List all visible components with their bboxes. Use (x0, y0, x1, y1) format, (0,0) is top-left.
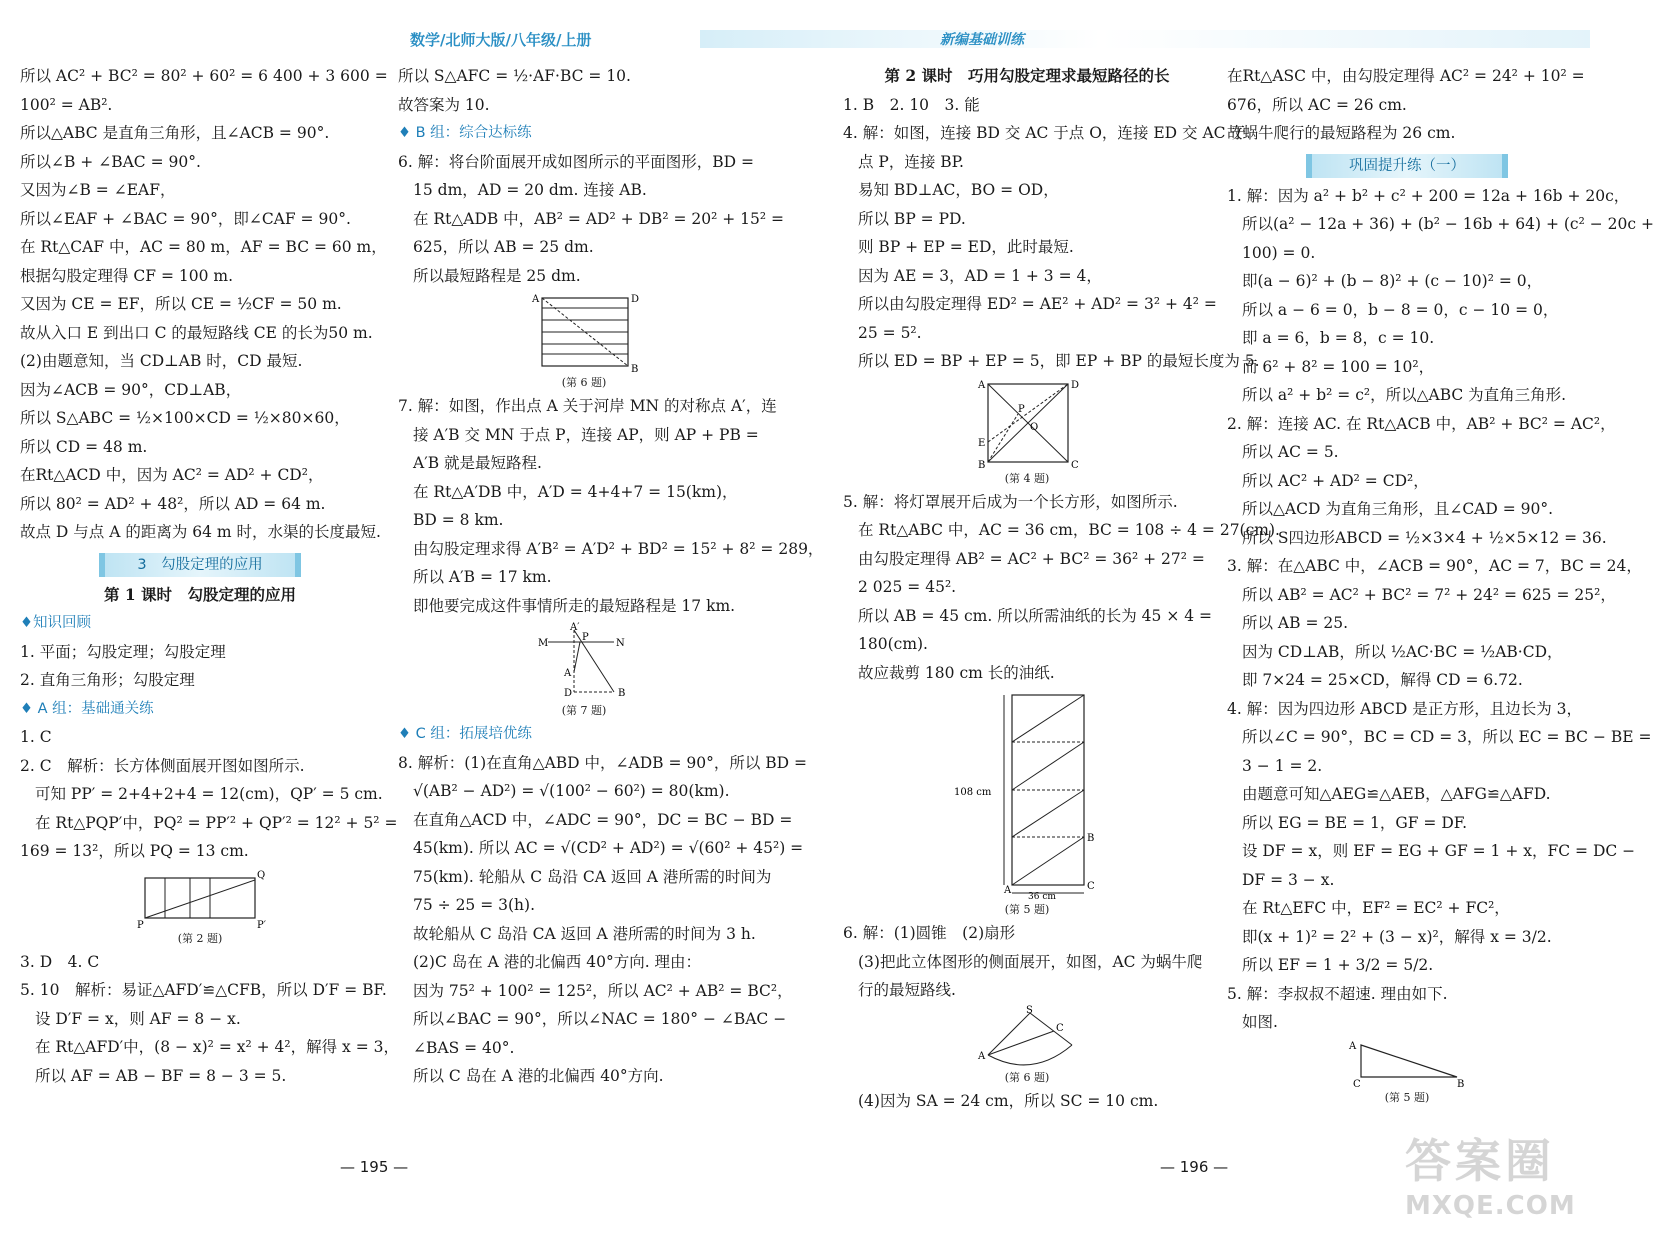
label-d: D (1071, 379, 1080, 391)
figure-6-sector (972, 1004, 1082, 1069)
label-c: C (1087, 881, 1095, 892)
label-n: N (616, 638, 625, 649)
label-p: P (137, 919, 144, 931)
text-line: 则 BP + EP = ED，此时最短. (858, 238, 1074, 256)
text-line: 75(km). 轮船从 C 岛沿 CA 返回 A 港所需的时间为 (413, 867, 772, 886)
text-line: 所以最短路程是 25 dm. (413, 266, 581, 285)
text-line: 所以 BP = PD. (858, 209, 966, 228)
figure-5-lampshade (952, 689, 1102, 901)
text-line: 169 = 13²，所以 PQ = 13 cm. (20, 842, 249, 860)
text-line: 2 025 = 45². (858, 578, 957, 596)
text-line: 15 dm，AD = 20 dm. 连接 AB. (413, 181, 647, 199)
figure-7-river (534, 622, 634, 702)
label-d: D (631, 294, 640, 305)
label-p: P (582, 632, 589, 643)
col1-top (20, 62, 388, 547)
label-b: B (978, 459, 986, 471)
text-line: (2)由题意知，当 CD⊥AB 时，CD 最短. (20, 352, 303, 370)
text-line: 故应裁剪 180 cm 长的油纸. (858, 663, 1055, 682)
text-line: 所以(a² − 12a + 36) + (b² − 16b + 64) + (c² − 20c + (1242, 215, 1654, 233)
text-line: 1. B 2. 10 3. 能 (843, 95, 980, 114)
text-line: 可知 PP′ = 2+4+2+4 = 12(cm)，QP′ = 5 cm. (35, 785, 383, 803)
text-line: 2. 直角三角形；勾股定理 (20, 671, 195, 689)
text-line: 676，所以 AC = 26 cm. (1227, 95, 1407, 114)
text-line: 7. 解：如图，作出点 A 关于河岸 MN 的对称点 A′，连 (398, 397, 777, 415)
text-line: 所以 S四边形ABCD = ½×3×4 + ½×5×12 = 36. (1242, 528, 1607, 547)
text-line: 在 Rt△EFC 中，EF² = EC² + FC²， (1242, 899, 1510, 917)
section-banner: 3 勾股定理的应用 (99, 553, 301, 577)
text-line: 3. D 4. C (20, 952, 100, 971)
lesson-title: 第 1 课时 勾股定理的应用 (103, 584, 297, 604)
text-line: 所以 80² = AD² + 48²，所以 AD = 64 m. (20, 494, 326, 513)
text-line: 在 Rt△PQP′中，PQ² = PP′² + QP′² = 12² + 5² = (35, 813, 398, 832)
watermark-line2: MXQE.COM (1405, 1191, 1576, 1221)
label-a-prime: A′ (570, 622, 580, 633)
text-line: 100² = AB². (20, 95, 113, 114)
text-line: 1. 平面；勾股定理；勾股定理 (20, 642, 226, 661)
text-line: 所以 AF = AB − BF = 8 − 3 = 5. (35, 1066, 287, 1085)
text-line: 625，所以 AB = 25 dm. (413, 238, 594, 256)
text-line: 所以 ED = BP + EP = 5，即 EP + BP 的最短长度为 5. (858, 352, 1260, 370)
text-line: 2. 解：连接 AC. 在 Rt△ACB 中，AB² + BC² = AC²， (1227, 414, 1616, 433)
label-d: D (564, 688, 573, 699)
label-a: A (1349, 1040, 1357, 1052)
text-line: 所以 AB = 45 cm. 所以所需油纸的长为 45 × 4 = (858, 606, 1213, 625)
text-line: 即(x + 1)² = 2² + (3 − x)²，解得 x = 3/2. (1242, 927, 1552, 946)
column-4 (1227, 62, 1654, 1107)
label-b: B (618, 688, 626, 699)
text-line: 所以△ABC 是直角三角形，且∠ACB = 90°. (20, 124, 330, 142)
text-line: 75 ÷ 25 = 3(h). (413, 896, 535, 914)
text-line: 所以∠EAF + ∠BAC = 90°，即∠CAF = 90°. (20, 209, 351, 228)
text-line: 故从入口 E 到出口 C 的最短路线 CE 的长为50 m. (20, 323, 373, 342)
label-p-prime: P′ (257, 919, 266, 931)
text-line: 所以 C 岛在 A 港的北偏西 40°方向. (413, 1067, 664, 1085)
figure-caption: (第 7 题) (561, 704, 607, 717)
figure-6-stairs (524, 292, 644, 374)
text-line: A′B 就是最短路程. (413, 454, 542, 472)
label-p: P (1018, 403, 1025, 415)
text-line: √(AB² − AD²) = √(100² − 60²) = 80(km). (413, 782, 730, 800)
text-line: 因为 75² + 100² = 125²，所以 AC² + AB² = BC²， (413, 981, 793, 1000)
text-line: 1. C (20, 728, 52, 746)
text-line: 所以由勾股定理得 ED² = AE² + AD² = 3² + 4² = (858, 295, 1217, 313)
text-line: 如图. (1242, 1013, 1278, 1031)
figure-5-triangle (1337, 1039, 1477, 1089)
text-line: 所以∠BAC = 90°，所以∠NAC = 180° − ∠BAC − (413, 1010, 787, 1028)
section-heading: ♦ C 组：拓展培优练 (398, 726, 532, 742)
figure-4-square (972, 378, 1082, 470)
figure-caption: (第 4 题) (1004, 471, 1050, 485)
text-line: 由勾股定理得 AB² = AC² + BC² = 36² + 27² = (858, 549, 1205, 568)
text-line: 点 P，连接 BP. (858, 152, 964, 171)
text-line: (3)把此立体图形的侧面展开，如图，AC 为蜗牛爬 (858, 952, 1203, 971)
label-c: C (1071, 459, 1079, 471)
text-line: 由题意可知△AEG≌△AEB，△AFG≌△AFD. (1242, 785, 1551, 803)
label-q: Q (257, 869, 266, 881)
label-e: E (978, 437, 986, 449)
text-line: DF = 3 − x. (1242, 870, 1335, 889)
text-line: 所以 S△AFC = ½·AF·BC = 10. (398, 67, 631, 85)
label-b: B (631, 364, 639, 375)
label-o: O (1030, 421, 1039, 433)
text-line: 又因为∠B = ∠EAF， (20, 181, 176, 199)
figure-caption: (第 5 题) (1004, 903, 1050, 916)
text-line: 所以 AB = 25. (1242, 614, 1349, 632)
text-line: 所以 AC = 5. (1242, 443, 1339, 461)
text-line: 易知 BD⊥AC，BO = OD， (858, 181, 1059, 199)
text-line: 故轮船从 C 岛沿 CA 返回 A 港所需的时间为 3 h. (413, 924, 756, 943)
figure-caption: (第 6 题) (561, 376, 607, 389)
text-line: 故点 D 与点 A 的距离为 64 m 时，水渠的长度最短. (20, 523, 381, 541)
text-line: 3 − 1 = 2. (1242, 756, 1323, 775)
header-band (700, 30, 1590, 48)
text-line: 即 a = 6，b = 8，c = 10. (1242, 329, 1435, 347)
text-line: 故答案为 10. (398, 95, 490, 114)
text-line: 所以 EF = 1 + 3/2 = 5/2. (1242, 956, 1434, 974)
text-line: 在 Rt△ABC 中，AC = 36 cm，BC = 108 ÷ 4 = 27(cm). (858, 521, 1280, 539)
text-line: 即 7×24 = 25×CD，解得 CD = 6.72. (1242, 671, 1523, 689)
header-book-info: 数学/北师大版/八年级/上册 (410, 30, 592, 49)
fig5-width-label: 36 cm (1028, 892, 1056, 902)
text-line: 设 DF = x，则 EF = EG + GF = 1 + x，FC = DC − (1242, 842, 1636, 860)
text-line: 3. 解：在△ABC 中，∠ACB = 90°，AC = 7，BC = 24， (1227, 557, 1642, 575)
section-banner: 巩固提升练（一） (1306, 154, 1508, 178)
text-line: 2. C 解析：长方体侧面展开图如图所示. (20, 756, 305, 775)
text-line: 在 Rt△CAF 中，AC = 80 m，AF = BC = 60 m， (20, 238, 387, 256)
text-line: 所以 a − 6 = 0，b − 8 = 0，c − 10 = 0， (1242, 300, 1559, 319)
text-line: 所以 A′B = 17 km. (413, 568, 552, 586)
text-line: 所以∠B + ∠BAC = 90°. (20, 152, 201, 171)
text-line: 45(km). 所以 AC = √(CD² + AD²) = √(60² + 45²) = (413, 839, 804, 857)
figure-2-unfolded-prism (125, 868, 275, 930)
text-line: (2)C 岛在 A 港的北偏西 40°方向. 理由： (413, 953, 702, 971)
text-line: 又因为 CE = EF，所以 CE = ½CF = 50 m. (20, 295, 342, 313)
section-heading: ♦ A 组：基础通关练 (20, 700, 154, 717)
text-line: 在 Rt△AFD′中，(8 − x)² = x² + 4²，解得 x = 3， (35, 1038, 399, 1056)
label-b: B (1087, 833, 1095, 844)
text-line: 6. 解：(1)圆锥 (2)扇形 (843, 924, 1016, 942)
text-line: 100) = 0. (1242, 243, 1316, 262)
label-a: A (532, 294, 540, 305)
figure-caption: (第 2 题) (177, 931, 223, 945)
text-line: 即(a − 6)² + (b − 8)² + (c − 10)² = 0， (1242, 272, 1543, 290)
text-line: 所以 S△ABC = ½×100×CD = ½×80×60， (20, 409, 350, 427)
text-line: 所以 CD = 48 m. (20, 437, 148, 456)
text-line: 4. 解：因为四边形 ABCD 是正方形，且边长为 3， (1227, 699, 1583, 718)
text-line: 由勾股定理求得 A′B² = A′D² + BD² = 15² + 8² = 289， (413, 539, 824, 558)
text-line: 所以∠C = 90°，BC = CD = 3，所以 EC = BC − BE = (1242, 728, 1652, 746)
text-line: 所以 EG = BE = 1，GF = DF. (1242, 813, 1468, 832)
text-line: 在 Rt△A′DB 中，A′D = 4+4+7 = 15(km)， (413, 482, 738, 501)
text-line: 因为 CD⊥AB，所以 ½AC·BC = ½AB·CD， (1242, 642, 1563, 661)
text-line: 在Rt△ACD 中，因为 AC² = AD² + CD²， (20, 466, 324, 484)
column-2 (398, 62, 824, 1091)
text-line: (4)因为 SA = 24 cm，所以 SC = 10 cm. (858, 1091, 1159, 1110)
page-number-right: — 196 — (1160, 1158, 1229, 1176)
label-a: A (1004, 885, 1012, 896)
text-line: 故蜗牛爬行的最短路程为 26 cm. (1227, 124, 1456, 142)
text-line: 8. 解析：(1)在直角△ABD 中，∠ADB = 90°，所以 BD = (398, 753, 808, 772)
label-c: C (1353, 1078, 1361, 1090)
figure-caption: (第 6 题) (1004, 1070, 1050, 1084)
text-line: 所以△ACD 为直角三角形，且∠CAD = 90°. (1242, 500, 1554, 518)
label-b: B (1457, 1078, 1465, 1090)
text-line: 所以 a² + b² = c²，所以△ABC 为直角三角形. (1242, 386, 1567, 404)
text-line: 在Rt△ASC 中，由勾股定理得 AC² = 24² + 10² = (1227, 67, 1585, 85)
text-line: 5. 解：李叔叔不超速. 理由如下. (1227, 984, 1448, 1003)
text-line: BD = 8 km. (413, 511, 504, 529)
text-line: 因为 AE = 3，AD = 1 + 3 = 4， (858, 266, 1102, 285)
text-line: 6. 解：将台阶面展开成如图所示的平面图形，BD = (398, 152, 754, 171)
text-line: 所以 AB² = AC² + BC² = 7² + 24² = 625 = 25²， (1242, 585, 1616, 604)
label-c: C (1056, 1022, 1064, 1034)
text-line: 接 A′B 交 MN 于点 P，连接 AP，则 AP + PB = (413, 425, 759, 444)
label-a: A (978, 1050, 986, 1062)
text-line: 1. 解：因为 a² + b² + c² + 200 = 12a + 16b + 20c， (1227, 186, 1630, 205)
text-line: 因为∠ACB = 90°，CD⊥AB， (20, 380, 242, 399)
text-line: 而 6² + 8² = 100 = 10²， (1242, 357, 1435, 376)
text-line: 5. 10 解析：易证△AFD′≌△CFB，所以 D′F = BF. (20, 981, 387, 999)
text-line: 即他要完成这件事情所走的最短路程是 17 km. (413, 596, 736, 615)
label-a: A (978, 379, 986, 391)
figure-caption: (第 5 题) (1384, 1090, 1430, 1104)
text-line: 设 D′F = x，则 AF = 8 − x. (35, 1009, 241, 1028)
label-a: A (564, 668, 572, 679)
text-line: 行的最短路线. (858, 981, 956, 999)
text-line: 25 = 5². (858, 323, 922, 342)
text-line: 在直角△ACD 中，∠ADC = 90°，DC = BC − BD = (413, 810, 793, 829)
watermark-line1: 答案圈 (1405, 1134, 1555, 1188)
section-heading: ♦ B 组：综合达标练 (398, 125, 532, 141)
label-m: M (538, 638, 549, 649)
fig5-height-label: 108 cm (954, 787, 992, 798)
text-line: 180(cm). (858, 635, 928, 653)
lesson-title: 第 2 课时 巧用勾股定理求最短路径的长 (884, 66, 1170, 85)
text-line: 所以 AC² + BC² = 80² + 60² = 6 400 + 3 600 = (20, 67, 388, 85)
text-line: ∠BAS = 40°. (413, 1038, 515, 1057)
text-line: 根据勾股定理得 CF = 100 m. (20, 266, 234, 285)
header-series-title: 新编基础训练 (940, 32, 1024, 48)
watermark (1405, 1125, 1585, 1235)
text-line: 在 Rt△ADB 中，AB² = AD² + DB² = 20² + 15² = (413, 209, 785, 228)
column-1 (20, 62, 399, 1090)
text-line: 5. 解：将灯罩展开后成为一个长方形，如图所示. (843, 492, 1178, 511)
page-number-left: — 195 — (340, 1158, 409, 1176)
text-line: 4. 解：如图，连接 BD 交 AC 于点 O，连接 ED 交 AC 于 (843, 124, 1246, 142)
section-heading: ♦知识回顾 (20, 615, 91, 631)
text-line: 所以 AC² + AD² = CD²， (1242, 471, 1429, 490)
label-s: S (1026, 1004, 1033, 1016)
